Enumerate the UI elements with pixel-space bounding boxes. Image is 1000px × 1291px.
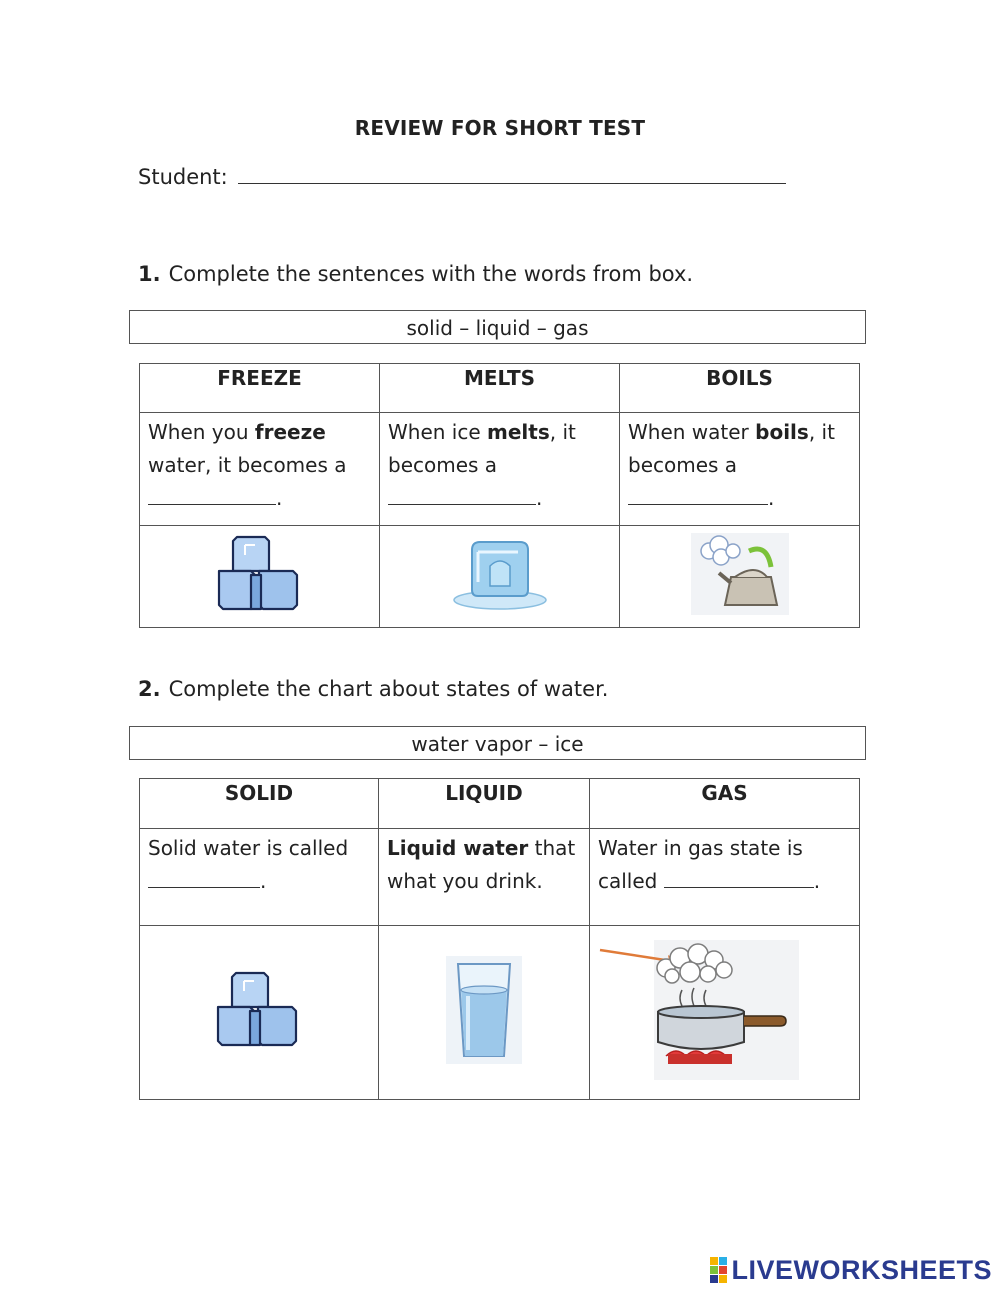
- answer-blank-boils[interactable]: [628, 482, 768, 505]
- sentence-boils: When water boils, it becomes a .: [620, 413, 860, 526]
- answer-blank-gas[interactable]: [664, 865, 814, 888]
- ice-cubes-image: [140, 526, 380, 628]
- header-melts: MELTS: [380, 364, 620, 413]
- word-box-1: solid – liquid – gas: [129, 310, 866, 344]
- melting-ice-image: [380, 526, 620, 628]
- logo-text: LIVEWORKSHEETS: [731, 1254, 992, 1285]
- page-title: REVIEW FOR SHORT TEST: [354, 116, 646, 140]
- question-2-instruction: Complete the chart about states of water.: [168, 677, 609, 701]
- word-box-2: water vapor – ice: [129, 726, 866, 760]
- sentence-solid: Solid water is called .: [140, 829, 379, 926]
- header-boils: BOILS: [620, 364, 860, 413]
- student-name-input[interactable]: [238, 163, 786, 184]
- table-2: [139, 778, 860, 1100]
- header-freeze: FREEZE: [140, 364, 380, 413]
- boiling-kettle-image: [620, 526, 860, 628]
- question-1: [138, 262, 693, 286]
- boiling-pot-image: [590, 926, 860, 1100]
- question-1-instruction: Complete the sentences with the words from box.: [168, 262, 694, 286]
- question-2: [138, 677, 608, 701]
- sentence-gas: Water in gas state is called .: [590, 829, 860, 926]
- table-1: [139, 363, 860, 628]
- sentence-liquid: Liquid water that what you drink.: [379, 829, 590, 926]
- header-gas: GAS: [590, 779, 860, 829]
- header-solid: SOLID: [140, 779, 379, 829]
- sentence-melts: When ice melts, it becomes a .: [380, 413, 620, 526]
- student-label: Student:: [138, 165, 228, 189]
- header-liquid: LIQUID: [379, 779, 590, 829]
- ice-cubes-image-2: [140, 926, 379, 1100]
- glass-of-water-image: [379, 926, 590, 1100]
- answer-blank-solid[interactable]: [148, 865, 260, 888]
- question-2-number: 2.: [138, 677, 161, 701]
- sentence-freeze: When you freeze water, it becomes a .: [140, 413, 380, 526]
- liveworksheets-logo: [710, 1252, 992, 1288]
- logo-blocks-icon: [710, 1257, 727, 1283]
- question-1-number: 1.: [138, 262, 161, 286]
- student-field: [138, 163, 786, 189]
- answer-blank-freeze[interactable]: [148, 482, 276, 505]
- answer-blank-melts[interactable]: [388, 482, 536, 505]
